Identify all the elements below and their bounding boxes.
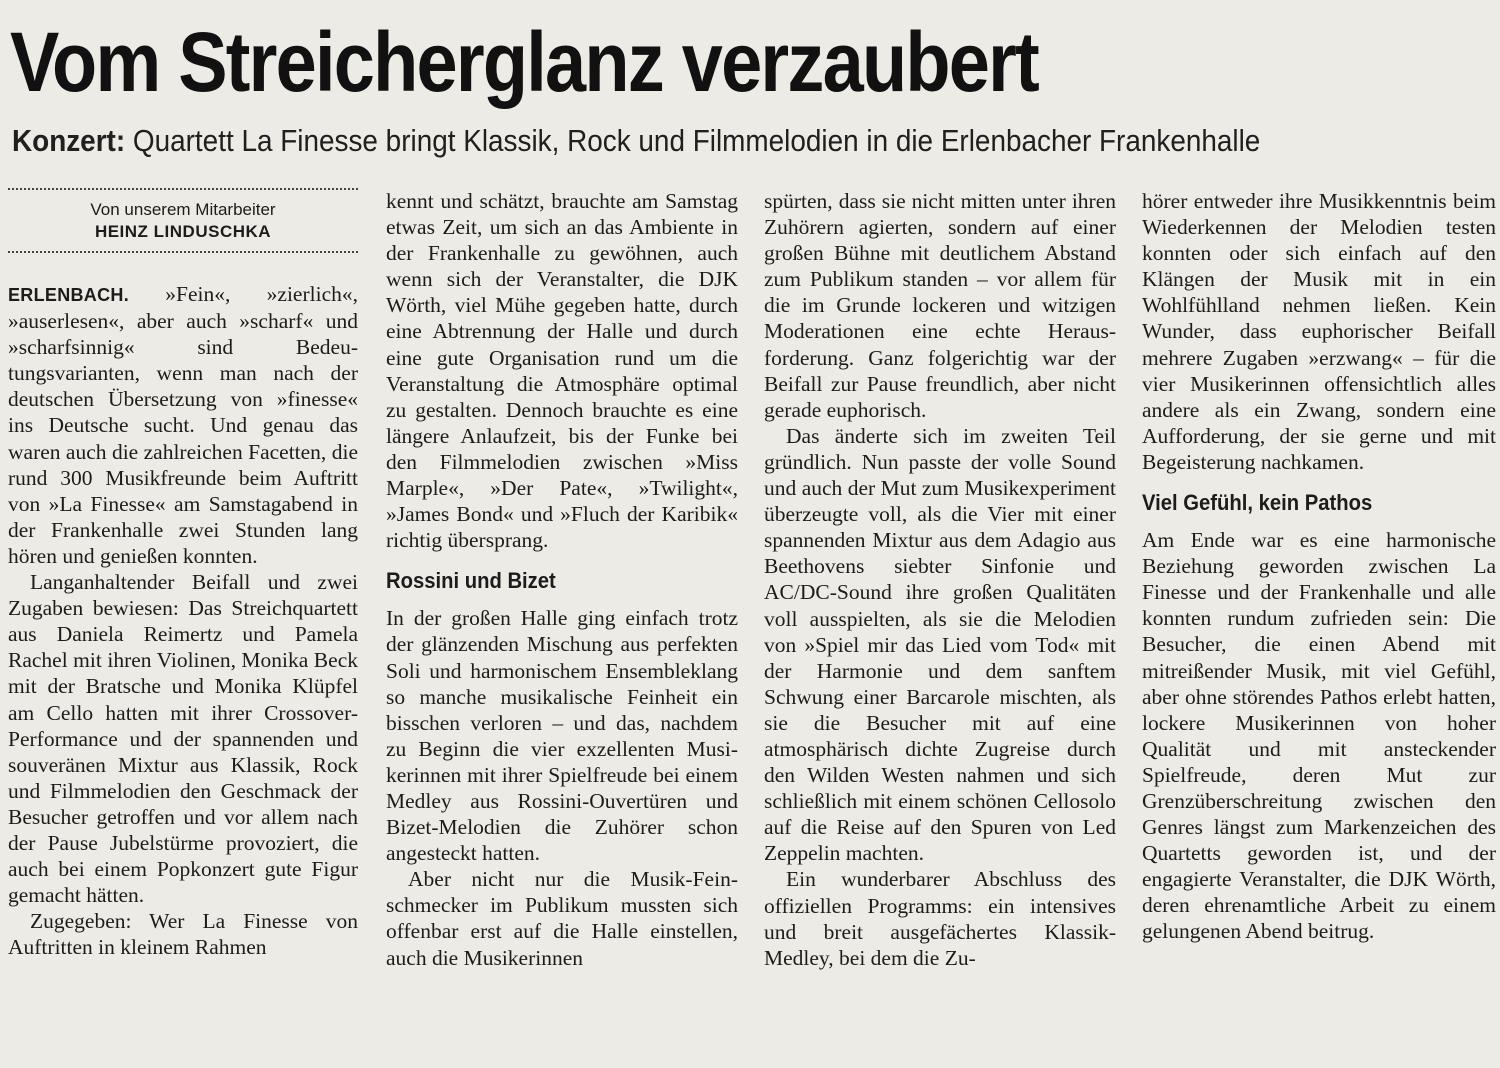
- paragraph: Ein wunderbarer Abschluss des offiziellen Programms: ein intensives und breit ausgefächertes Klassik-Medley, bei dem die Zu-: [764, 867, 1116, 970]
- paragraph: Langanhaltender Beifall und zwei Zugaben bewiesen: Das Streichquartett aus Daniela Reimertz und Pamela Rachel mit ihren Violinen, Monika Beck mit der Bratsche und Monika Klüpfel am Cello hatten mit ihrer Crossover-Performance und der spannenden und souveränen Mixtur aus Klassik, Rock und Filmmelodien den Geschmack der Besucher getroffen und vor allem nach der Pause Jubelstürme provoziert, die auch bei einem Popkonzert gute Figur gemacht hätten.: [8, 570, 358, 908]
- byline-author: HEINZ LINDUSCHKA: [94, 222, 272, 241]
- paragraph: Am Ende war es eine harmonische Beziehung geworden zwischen La Finesse und der Frankenhalle und alle konnten rundum zufrieden sein: Die Besucher, die einen Abend mit mitreißender Musik, mit viel Gefühl, aber ohne störendes Pathos erlebt hatten, lockere Musikerinnen von hoher Qualität und mit ansteckender Spielfreude, deren Mut zur Grenzüberschreitung zwischen den Genres längst zum Markenzeichen des Quartetts geworden ist, und der engagierte Veranstalter, die DJK Wörth, deren ehrenamtliche Arbeit zu einem gelungenen Abend beitrug.: [1142, 528, 1496, 944]
- article-column-2: [386, 188, 738, 1060]
- article-column-3: [764, 188, 1116, 1060]
- paragraph-intro-text: »Fein«, »zierlich«, »auserlesen«, aber auch »scharf« und »scharfsinnig« sind Bedeutungsvarianten, wenn man nach der deutschen Übersetzung von »finesse« ins Deutsche sucht. Und genau das waren auch die zahlreichen Facetten, die rund 300 Musikfreunde beim Auftritt von »La Finesse« am Samstagabend in der Frankenhalle zwei Stunden lang hören und genießen konnten.: [8, 282, 358, 568]
- paragraph: Aber nicht nur die Musik-Feinschmecker im Publikum mussten sich offenbar erst auf die Halle einstellen, auch die Musikerinnen: [386, 867, 738, 970]
- article-column-1: [8, 188, 358, 1060]
- paragraph: hörer entweder ihre Musikkenntnis beim Wiederkennen der Melodien testen konnten oder sich einfach auf den Klängen der Musik mit in ein Wohlfühlland nehmen ließen. Kein Wunder, dass euphorischer Beifall mehrere Zugaben »erzwang« – für die vier Musikerinnen offensichtlich alles andere als ein Zwang, sondern eine Aufforderung, der sie gerne und mit Begeisterung nachkamen.: [1142, 189, 1496, 474]
- paragraph-intro: [8, 281, 358, 569]
- dateline: ERLENBACH.: [8, 285, 130, 305]
- dotted-divider-bottom: [8, 251, 358, 253]
- section-subheading: Viel Gefühl, kein Pathos: [1142, 490, 1373, 516]
- paragraph: In der großen Halle ging einfach trotz der glänzenden Mischung aus perfekten Soli und harmonischem Ensembleklang so manche musikalische Feinheit ein bisschen verloren – und das, nachdem zu Beginn die vier exzellenten Musikerinnen mit ihrer Spielfreude bei einem Medley aus Rossini-Ouvertüren und Bizet-Melodien die Zuhörer schon angesteckt hatten.: [386, 606, 738, 866]
- subheadline-kicker: Konzert:: [12, 123, 126, 158]
- paragraph: Das änderte sich im zweiten Teil gründlich. Nun passte der volle Sound und auch der Mut zum Musikexperiment überzeugte voll, als die Vier mit einer spannenden Mixtur aus dem Adagio aus Beethovens siebter Sinfonie und AC/DC-Sound ihre großen Qualitäten voll ausspielten, als sie die Melodien von »Spiel mir das Lied vom Tod« mit der Harmonie und dem sanftem Schwung einer Barcarole mischten, als sie die Besucher mit auf eine atmosphärisch dichte Zugreise durch den Wilden Westen nahmen und sich schließlich mit einem schönen Cellosolo auf die Reise auf den Spuren von Led Zeppelin machten.: [764, 423, 1116, 866]
- paragraph: kennt und schätzt, brauchte am Samstag etwas Zeit, um sich an das Ambiente in der Frankenhalle zu gewöhnen, auch wenn sich der Veranstalter, die DJK Wörth, viel Mühe gegeben hatte, durch eine Abtrennung der Halle und durch eine gute Organisation rund um die Veranstaltung die Atmosphäre optimal zu gestalten. Dennoch brauchte es eine längere Anlaufzeit, bis der Funke bei den Filmmelodien zwischen »Miss Marple«, »Der Pate«, »Twilight«, »James Bond« und »Fluch der Karibik« richtig übersprang.: [386, 189, 738, 553]
- article-subheadline: [12, 122, 1260, 160]
- subheadline-text: Quartett La Finesse bringt Klassik, Rock und Filmmelodien in die Erlenbacher Frankenhalle: [132, 123, 1261, 158]
- section-subheading: Rossini und Bizet: [386, 568, 556, 594]
- byline-label: Von unserem Mitarbeiter: [90, 200, 276, 219]
- paragraph: spürten, dass sie nicht mitten unter ihren Zuhörern agierten, sondern auf einer großen Bühne mit deutlichem Abstand zum Publikum standen – vor allem für die im Grunde lockeren und witzigen Moderationen eine echte Herausforderung. Ganz folgerichtig war der Beifall zur Pause freundlich, aber nicht gerade euphorisch.: [764, 189, 1116, 422]
- article-headline: Vom Streicherglanz verzaubert: [10, 15, 1038, 109]
- byline: [8, 190, 358, 251]
- article-column-4: [1142, 188, 1496, 1060]
- paragraph: Zugegeben: Wer La Finesse von Auftritten in kleinem Rahmen: [8, 909, 358, 960]
